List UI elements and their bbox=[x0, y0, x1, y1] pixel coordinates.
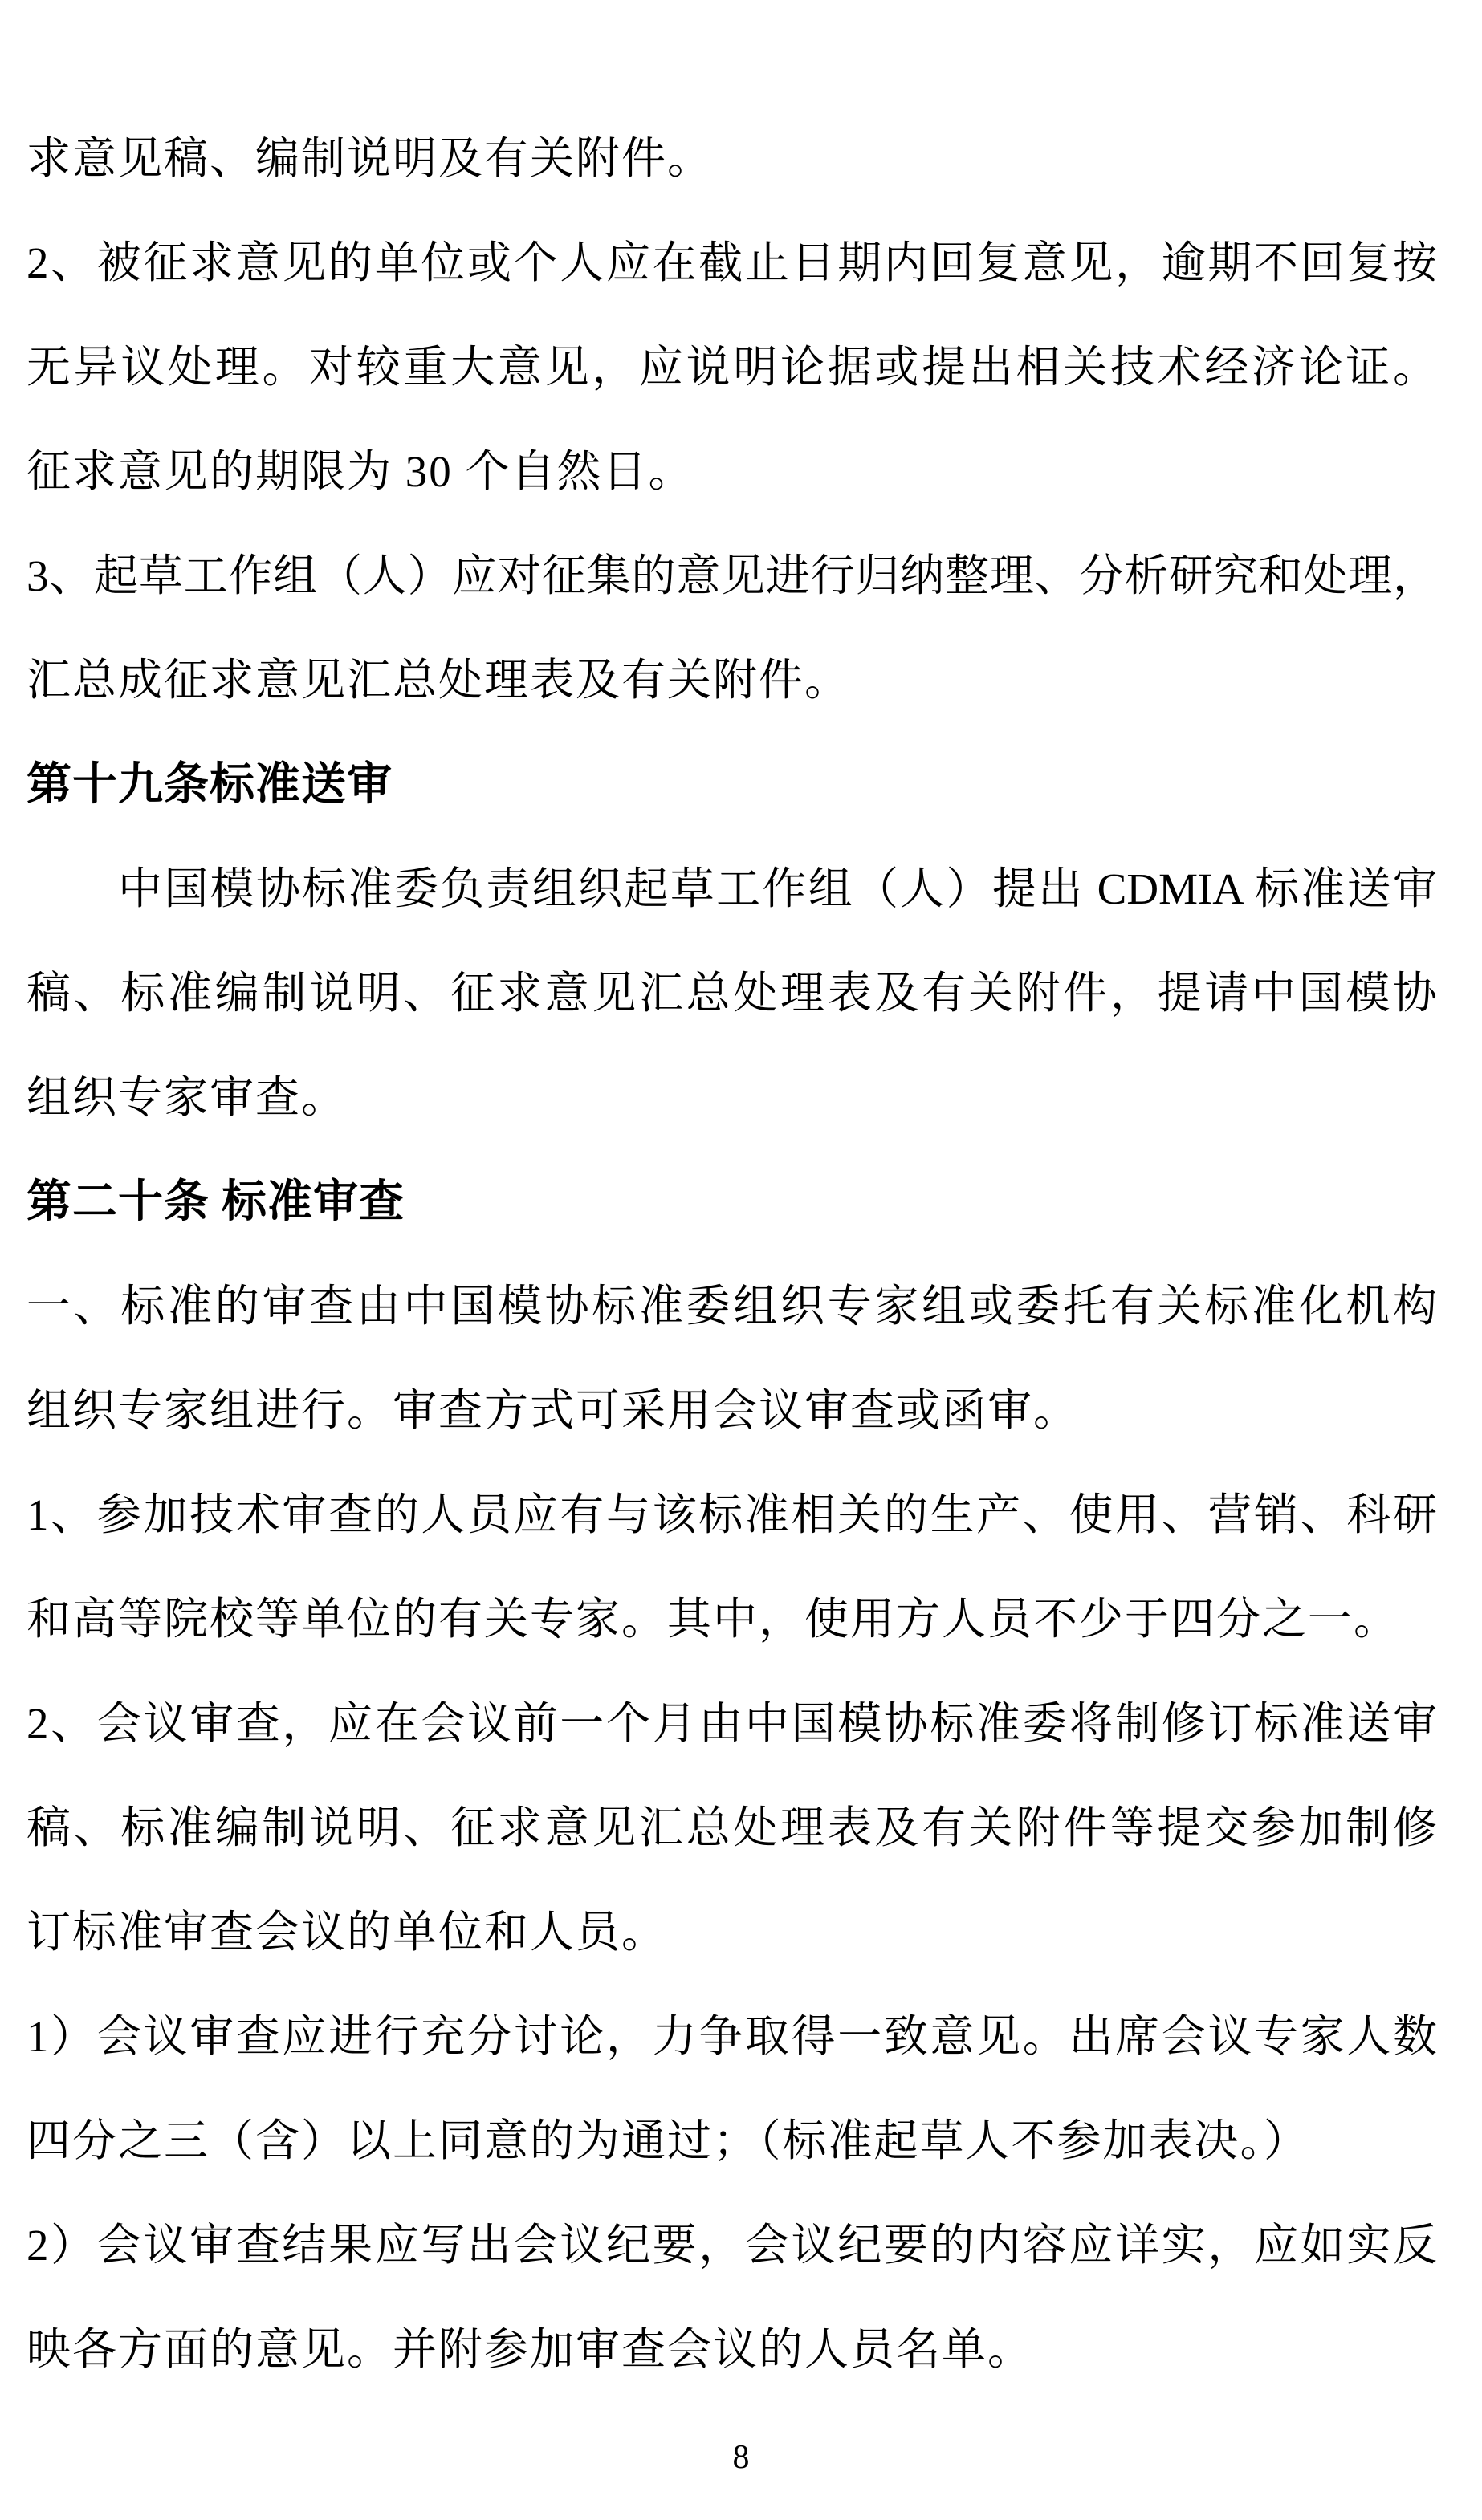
text-line: 映各方面的意见。并附参加审查会议的人员名单。 bbox=[26, 2325, 1034, 2374]
text-line: 无异议处理。对较重大意见，应说明论据或提出相关技术经济论证。 bbox=[26, 343, 1437, 392]
text-line: 求意见稿、编制说明及有关附件。 bbox=[26, 134, 714, 183]
text-line: 征求意见的期限为 30 个自然日。 bbox=[26, 447, 694, 496]
text-line: 和高等院校等单位的有关专家。其中，使用方人员不少于四分之一。 bbox=[26, 1595, 1400, 1644]
text-line: 中国模协标准委负责组织起草工作组（人）提出 CDMIA 标准送审 bbox=[118, 864, 1437, 913]
text-line: 3、起草工作组（人）应对征集的意见进行归纳整理、分析研究和处理， bbox=[26, 551, 1437, 600]
text-line: 订标准审查会议的单位和人员。 bbox=[26, 1908, 668, 1957]
text-line: 1、参加技术审查的人员应有与该标准相关的生产、使用、营销、科研 bbox=[26, 1490, 1437, 1539]
text-line: 一、标准的审查由中国模协标准委组织专家组或委托有关标准化机构 bbox=[26, 1282, 1437, 1331]
article-heading: 第十九条标准送审 bbox=[26, 760, 393, 810]
text-line: 稿、标准编制说明、征求意见汇总处理表及有关附件，提请中国模协 bbox=[26, 969, 1437, 1018]
text-line: 组织专家组进行。审查方式可采用会议审查或函审。 bbox=[26, 1386, 1080, 1435]
text-line: 2、被征求意见的单位或个人应在截止日期内回复意见，逾期不回复按 bbox=[26, 238, 1437, 287]
text-line: 1）会议审查应进行充分讨论，力争取得一致意见。出席会议专家人数 bbox=[26, 2012, 1437, 2061]
text-line: 稿、标准编制说明、征求意见汇总处理表及有关附件等提交参加制修 bbox=[26, 1803, 1437, 1852]
text-line: 汇总成征求意见汇总处理表及有关附件。 bbox=[26, 656, 851, 705]
article-heading: 第二十条 标准审查 bbox=[26, 1177, 405, 1227]
page-number: 8 bbox=[732, 2439, 750, 2476]
text-content bbox=[26, 107, 1437, 2402]
text-line: 组织专家审查。 bbox=[26, 1073, 348, 1122]
text-line: 四分之三（含）以上同意的为通过；（标准起草人不参加表决。） bbox=[26, 2116, 1310, 2165]
text-line: 2、会议审查，应在会议前一个月由中国模协标准委将制修订标准送审 bbox=[26, 1699, 1437, 1748]
text-line: 2）会议审查结果应写出会议纪要，会议纪要的内容应详实，应如实反 bbox=[26, 2221, 1437, 2270]
